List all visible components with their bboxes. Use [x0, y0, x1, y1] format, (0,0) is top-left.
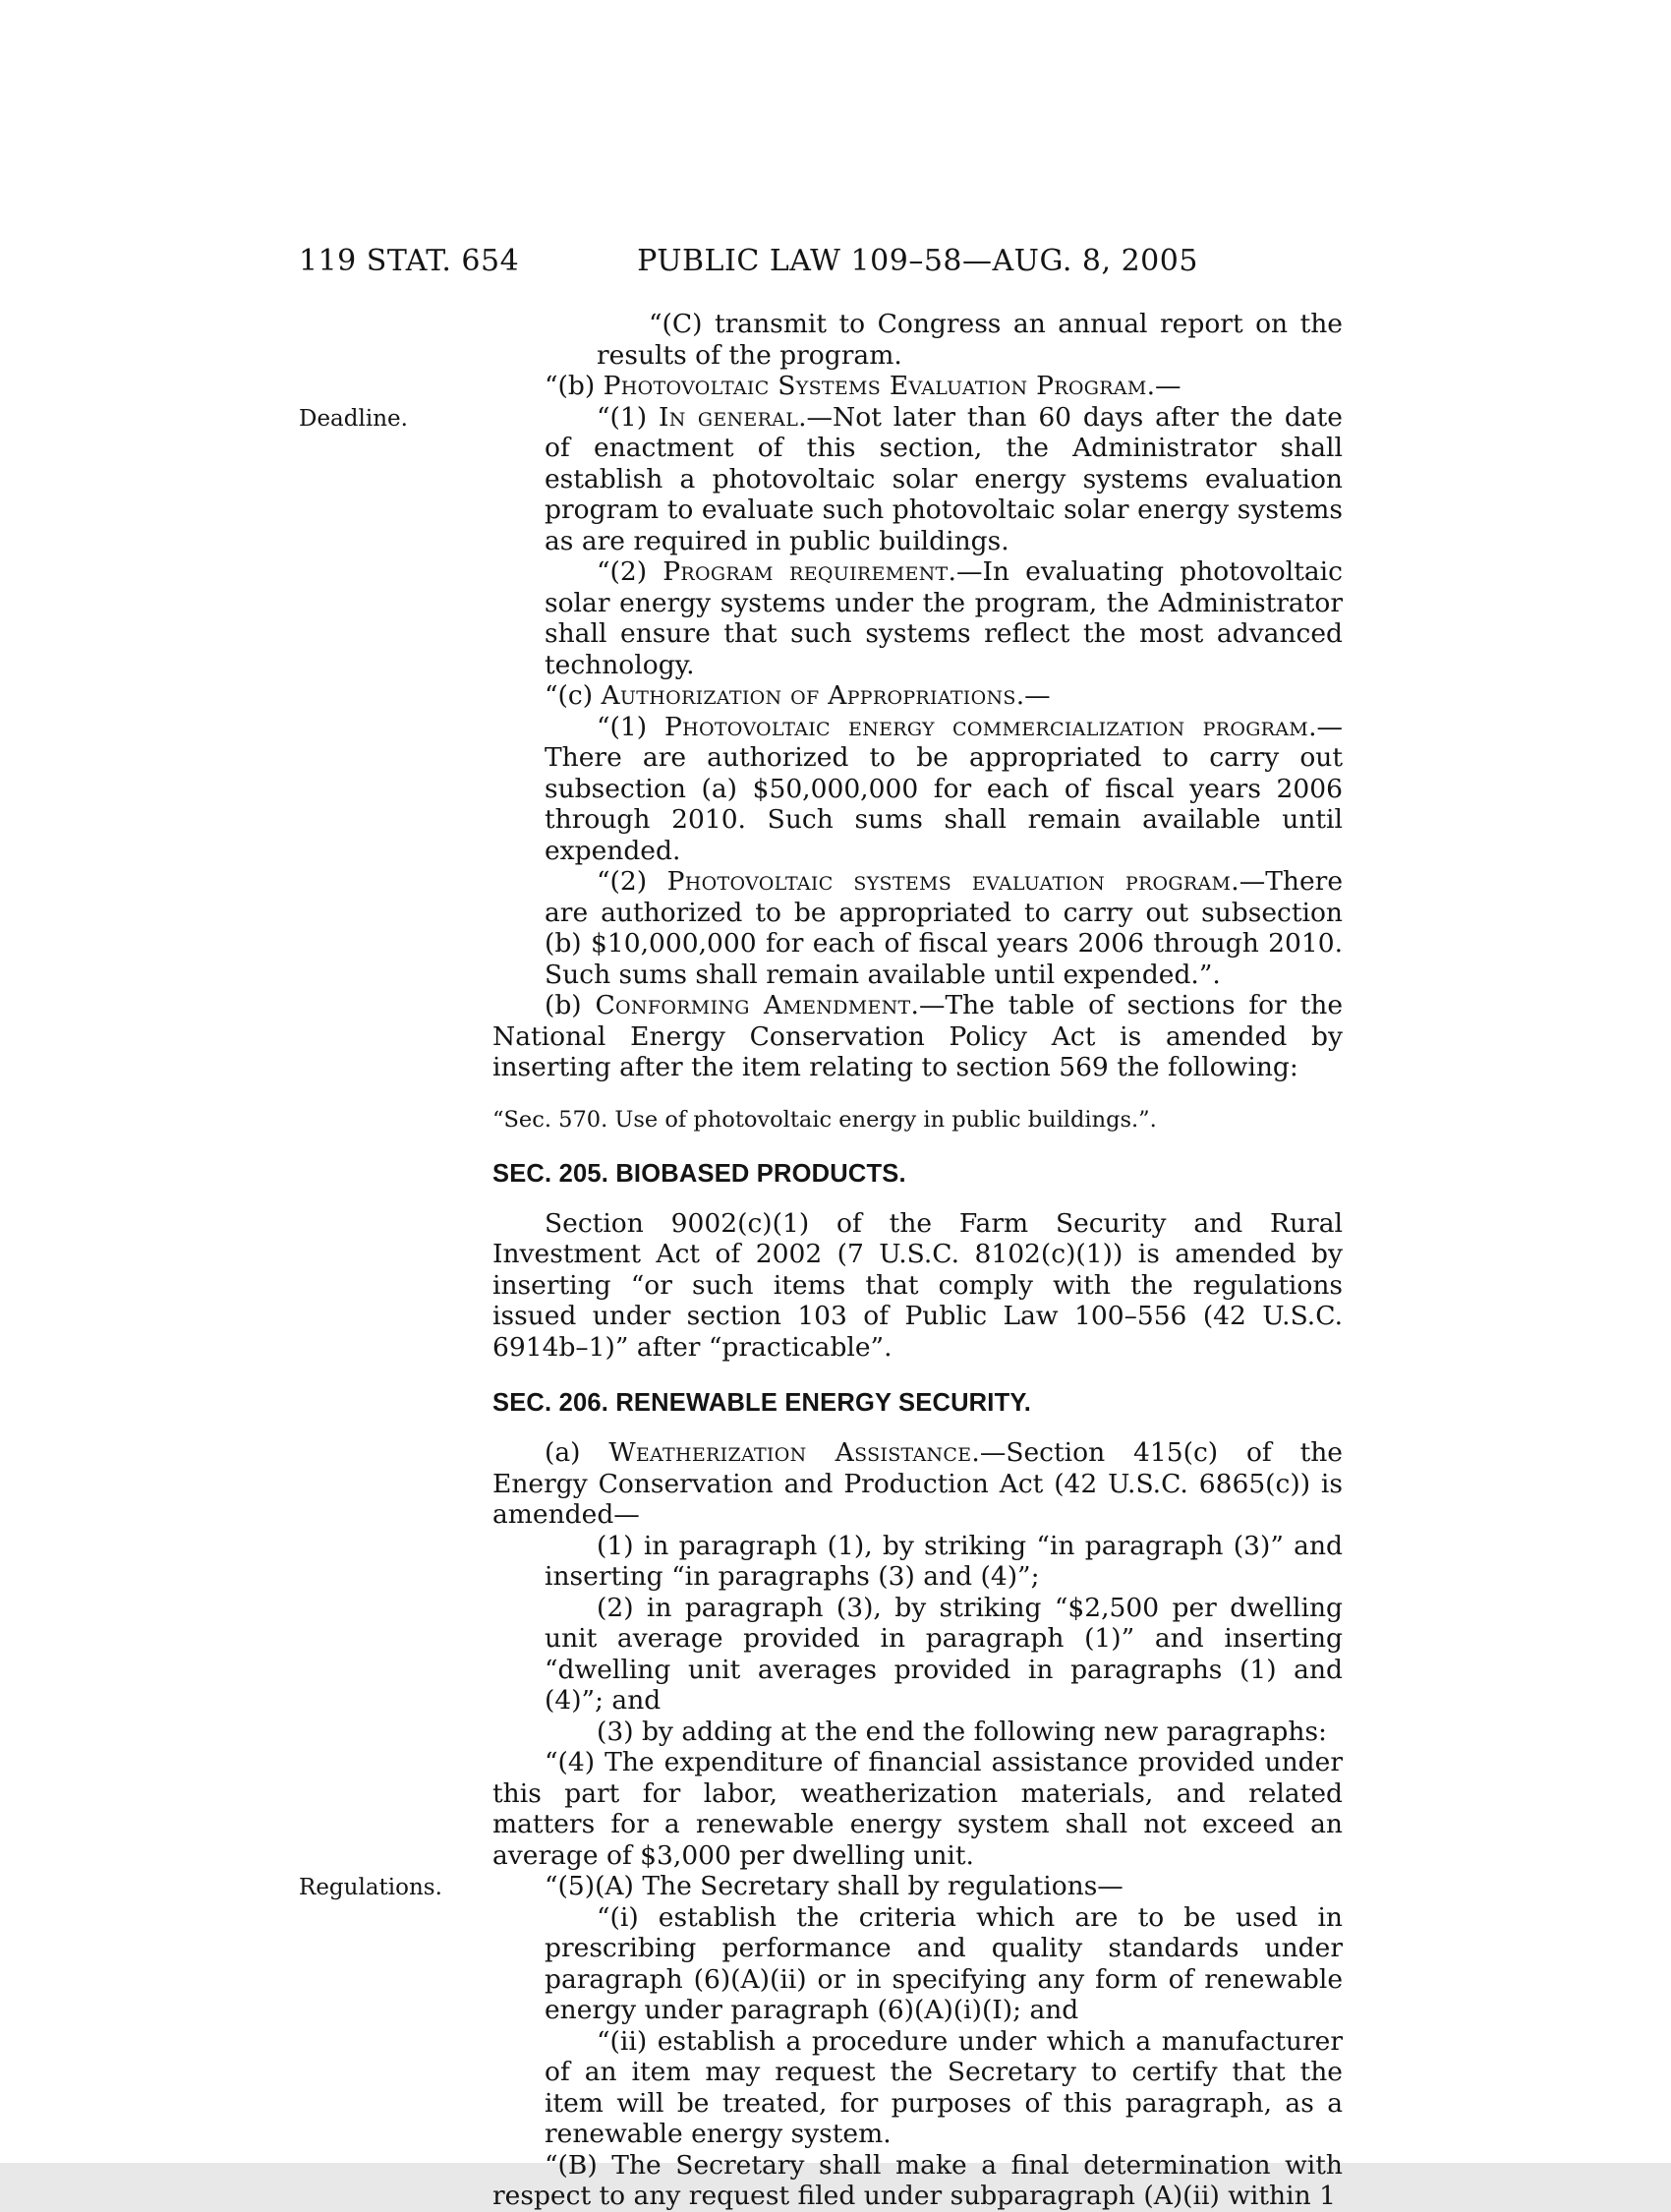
text-run: Section 9002(c)(1) of the Farm Security and Rural Investment Act of 2002 (7 U.S.C. 8102(c)(1)) is amended by inserting “or such items that comply with the regulations issued under section 103 of Public Law 100–556 (42 U.S.C. 6914b–1)” after “practicable”.	[492, 1207, 1343, 1363]
statute-paragraph	[597, 309, 1343, 371]
statute-paragraph	[492, 680, 1343, 712]
section-heading: SEC. 206. RENEWABLE ENERGY SECURITY.	[492, 1389, 1032, 1417]
public-law-header: PUBLIC LAW 109–58—AUG. 8, 2005	[637, 244, 1198, 278]
statute-paragraph	[492, 2150, 1343, 2212]
text-run: .—Section 415(c) of the Energy Conservation and Production Act (42 U.S.C. 6865(c)) is amended—	[492, 1437, 1343, 1530]
statute-paragraph	[545, 556, 1343, 680]
text-run: “(B) The Secretary shall make a final determination with respect to any request filed under subparagraph (A)(ii) within 1	[492, 2149, 1343, 2211]
text-run: (1) in paragraph (1), by striking “in paragraph (3)” and inserting “in paragraphs (3) and (4)”;	[545, 1530, 1343, 1592]
statute-paragraph	[545, 1531, 1343, 1593]
stat-page-number: 119 STAT. 654	[299, 244, 520, 278]
text-run: “(5)(A) The Secretary shall by regulations—	[545, 1871, 1124, 1901]
small-caps-text-run: In general	[658, 401, 799, 433]
text-run: “(2)	[597, 866, 667, 897]
text-run: .—In evaluating photovoltaic solar energy systems under the program, the Administrator shall ensure that such systems reflect the most advanced technology.	[545, 556, 1343, 680]
small-caps-text-run: Photovoltaic systems evaluation program	[666, 866, 1232, 897]
statute-paragraph	[299, 401, 1343, 557]
statute-paragraph	[545, 2026, 1343, 2150]
statute-paragraph	[545, 712, 1343, 867]
statute-paragraph	[492, 1747, 1343, 1871]
section-heading: SEC. 205. BIOBASED PRODUCTS.	[492, 1159, 906, 1188]
text-run: (2) in paragraph (3), by striking “$2,500 per dwelling unit average provided in paragraph (1)” and inserting “dwelling unit averages provided in paragraphs (1) and (4)”; and	[545, 1592, 1343, 1716]
text-run: “(1)	[597, 711, 664, 742]
margin-note: Regulations.	[299, 1875, 442, 1900]
small-caps-text-run: Photovoltaic energy commercialization program	[663, 711, 1309, 742]
statute-paragraph	[492, 1208, 1343, 1364]
margin-note: Deadline.	[299, 405, 408, 432]
text-run: .—The table of sections for the National Energy Conservation Policy Act is amended by inserting after the item relating to section 569 the following:	[492, 990, 1344, 1082]
statute-paragraph	[545, 1717, 1343, 1748]
text-run: .—Not later than 60 days after the date of enactment of this section, the Administrator shall establish a photovoltaic solar energy systems evaluation program to evaluate such photovoltaic solar energy systems as are required in public buildings.	[545, 401, 1343, 556]
text-run: “(1)	[597, 401, 659, 433]
text-run: “(ii) establish a procedure under which a manufacturer of an item may request the Secretary to certify that the item will be treated, for purposes of this paragraph, as a renewable energy system.	[545, 2025, 1343, 2149]
text-run: .—	[1015, 680, 1051, 711]
text-run: “(C) transmit to Congress an annual report on the results of the program.	[597, 309, 1343, 371]
text-run: “(2)	[597, 556, 663, 587]
small-caps-text-run: Photovoltaic Systems Evaluation Program	[603, 371, 1147, 401]
text-run: .—	[1146, 371, 1181, 401]
small-caps-text-run: Authorization of Appropriations	[601, 680, 1016, 711]
statute-paragraph	[492, 990, 1343, 1083]
small-caps-text-run: Weatherization Assistance	[608, 1437, 972, 1468]
statute-paragraph	[545, 866, 1343, 990]
statute-paragraph	[492, 371, 1343, 402]
body-column	[299, 309, 1344, 2212]
text-run: (3) by adding at the end the following new paragraphs:	[597, 1716, 1327, 1747]
statute-paragraph	[545, 1593, 1343, 1717]
small-caps-text-run: Program requirement	[663, 556, 949, 587]
text-run: “(b)	[545, 371, 604, 401]
text-run: (b)	[545, 990, 596, 1020]
text-run: .—There are authorized to be appropriated to carry out subsection (a) $50,000,000 for each of fiscal years 2006 through 2010. Such sums shall remain available until expended.	[545, 711, 1344, 866]
small-caps-text-run: Conforming Amendment	[595, 990, 911, 1020]
text-run: (a)	[545, 1437, 609, 1468]
statute-paragraph	[299, 1871, 1343, 1902]
text-run: “(i) establish the criteria which are to be used in prescribing performance and quality standards under paragraph (6)(A)(ii) or in specifying any form of renewable energy under paragraph (6)(A)(i)(I); and	[545, 1901, 1343, 2025]
text-run: “(c)	[545, 680, 602, 711]
text-run: .—There are authorized to be appropriated to carry out subsection (b) $10,000,000 for each of fiscal years 2006 through 2010. Such sums shall remain available until expended.”.	[545, 866, 1343, 990]
statute-paragraph	[492, 1437, 1343, 1531]
statute-paragraph	[545, 1902, 1343, 2026]
text-run: “(4) The expenditure of financial assistance provided under this part for labor, weatherization materials, and related matters for a renewable energy system shall not exceed an average of $3,000 per dwelling unit.	[492, 1747, 1343, 1871]
table-of-sections-entry: “Sec. 570. Use of photovoltaic energy in public buildings.”.	[492, 1106, 1157, 1133]
